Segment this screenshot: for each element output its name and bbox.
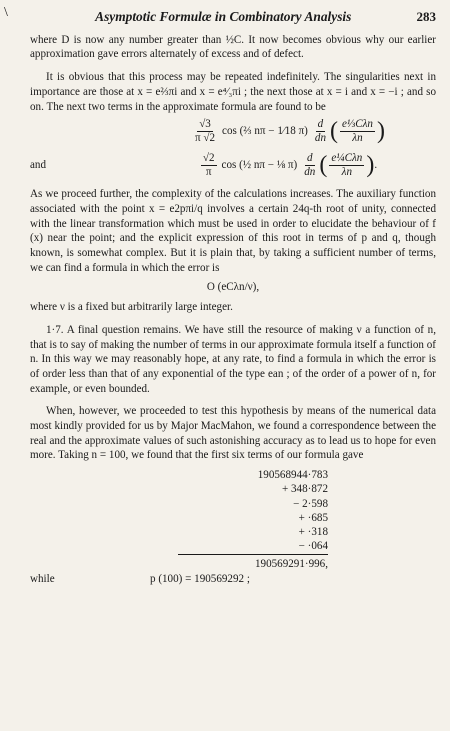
- paragraph-2: It is obvious that this process may be repeated indefinitely. The singularities next in importance are those at x = e⅔πi and x = e⁴⁄₃πi ; the next those at x = i and x = −i ; and so on. The next two terms in the approximate formula are found to be: [30, 71, 436, 113]
- eq2-derivative: $\frac{d}{dn}$: [304, 151, 316, 178]
- final-expression: p (100) = 190569292 ;: [150, 572, 250, 585]
- running-title: Asymptotic Formulæ in Combinatory Analysis: [95, 9, 352, 24]
- running-header: [30, 10, 436, 25]
- sum-total: 190569291·996,: [254, 558, 328, 571]
- eq1-cos: cos (⅔ nπ − 1⁄18 π): [222, 124, 308, 137]
- eq2-coefficient: $\frac{√2}{\pi}$: [202, 151, 215, 178]
- sum-term: − ·064: [298, 540, 328, 553]
- eq2-label: and: [30, 158, 47, 171]
- equation-2: and $\frac{√2}{\pi}$ cos (½ nπ − ⅛ π) $\frac{d}{dn}$ ( $\frac{\text{e¼Cλn}}{\lambda n}$ ) .: [30, 151, 378, 179]
- sum-term: 190568944·783: [257, 469, 328, 482]
- final-line: [30, 572, 436, 587]
- eq1-derivative: $\frac{d}{dn}$: [314, 117, 326, 144]
- final-label: while: [30, 572, 55, 585]
- eq2-inner: $\frac{\text{e¼Cλn}}{\lambda n}$: [331, 151, 363, 178]
- eq2-cos: cos (½ nπ − ⅛ π): [221, 158, 298, 171]
- paragraph-6: When, however, we proceeded to test this hypothesis by means of the numerical data most kindly provided for us by Major MacMahon, we found a correspondence between the real and the approximate values of such astonishing accuracy as to lead us to hope for even more. Taking n = 100, we found that the first six terms of our formula gave: [30, 405, 436, 462]
- equation-1: $\frac{√3}{\pi √2}$ cos (⅔ nπ − 1⁄18 π) $\frac{d}{dn}$ ( $\frac{\text{e⅓Cλn}}{\lambda n}$ ): [195, 117, 385, 145]
- sum-term: − 2·598: [293, 497, 328, 510]
- eq1-coefficient: $\frac{√3}{\pi √2}$: [195, 117, 216, 144]
- paragraph-1: where D is now any number greater than ½C. It now becomes obvious why our earlier approximation gave errors alternately of excess and of defect.: [30, 33, 436, 61]
- sum-term: + ·685: [298, 511, 328, 524]
- sum-term: + ·318: [298, 525, 328, 538]
- margin-mark: \: [4, 5, 8, 20]
- equation-3: O (eCλn/ν),: [206, 281, 260, 294]
- sum-term: + 348·872: [281, 483, 328, 496]
- page-number: 283: [416, 9, 436, 24]
- page: [30, 10, 436, 586]
- sum-rule: [178, 554, 328, 556]
- sum-table: [178, 468, 328, 571]
- paragraph-5: 1·7. A final question remains. We have still the resource of making ν a function of n, that is to say of making the number of terms in our approximate formula itself a function of n. In this way we may reasonably hope, at any rate, to find a formula in which the error is of order less than that of any exponential of the type ean ; of the order of a power of n, for example, or even bounded.: [30, 323, 436, 395]
- paragraph-4: where ν is a fixed but arbitrarily large integer.: [30, 301, 233, 314]
- paragraph-3: As we proceed further, the complexity of the calculations increases. The auxiliary function associated with the point x = e2pπi/q involves a certain 24q-th root of unity, connected with the linear transformation which must be used in order to elucidate the behaviour of f (x) near the point; and the explicit expression of this root in terms of p and q, though known, is somewhat complex. But it is plain that, by taking a sufficient number of terms, we can find a formula in which the error is: [30, 188, 436, 274]
- eq1-inner: $\frac{\text{e⅓Cλn}}{\lambda n}$: [341, 117, 373, 144]
